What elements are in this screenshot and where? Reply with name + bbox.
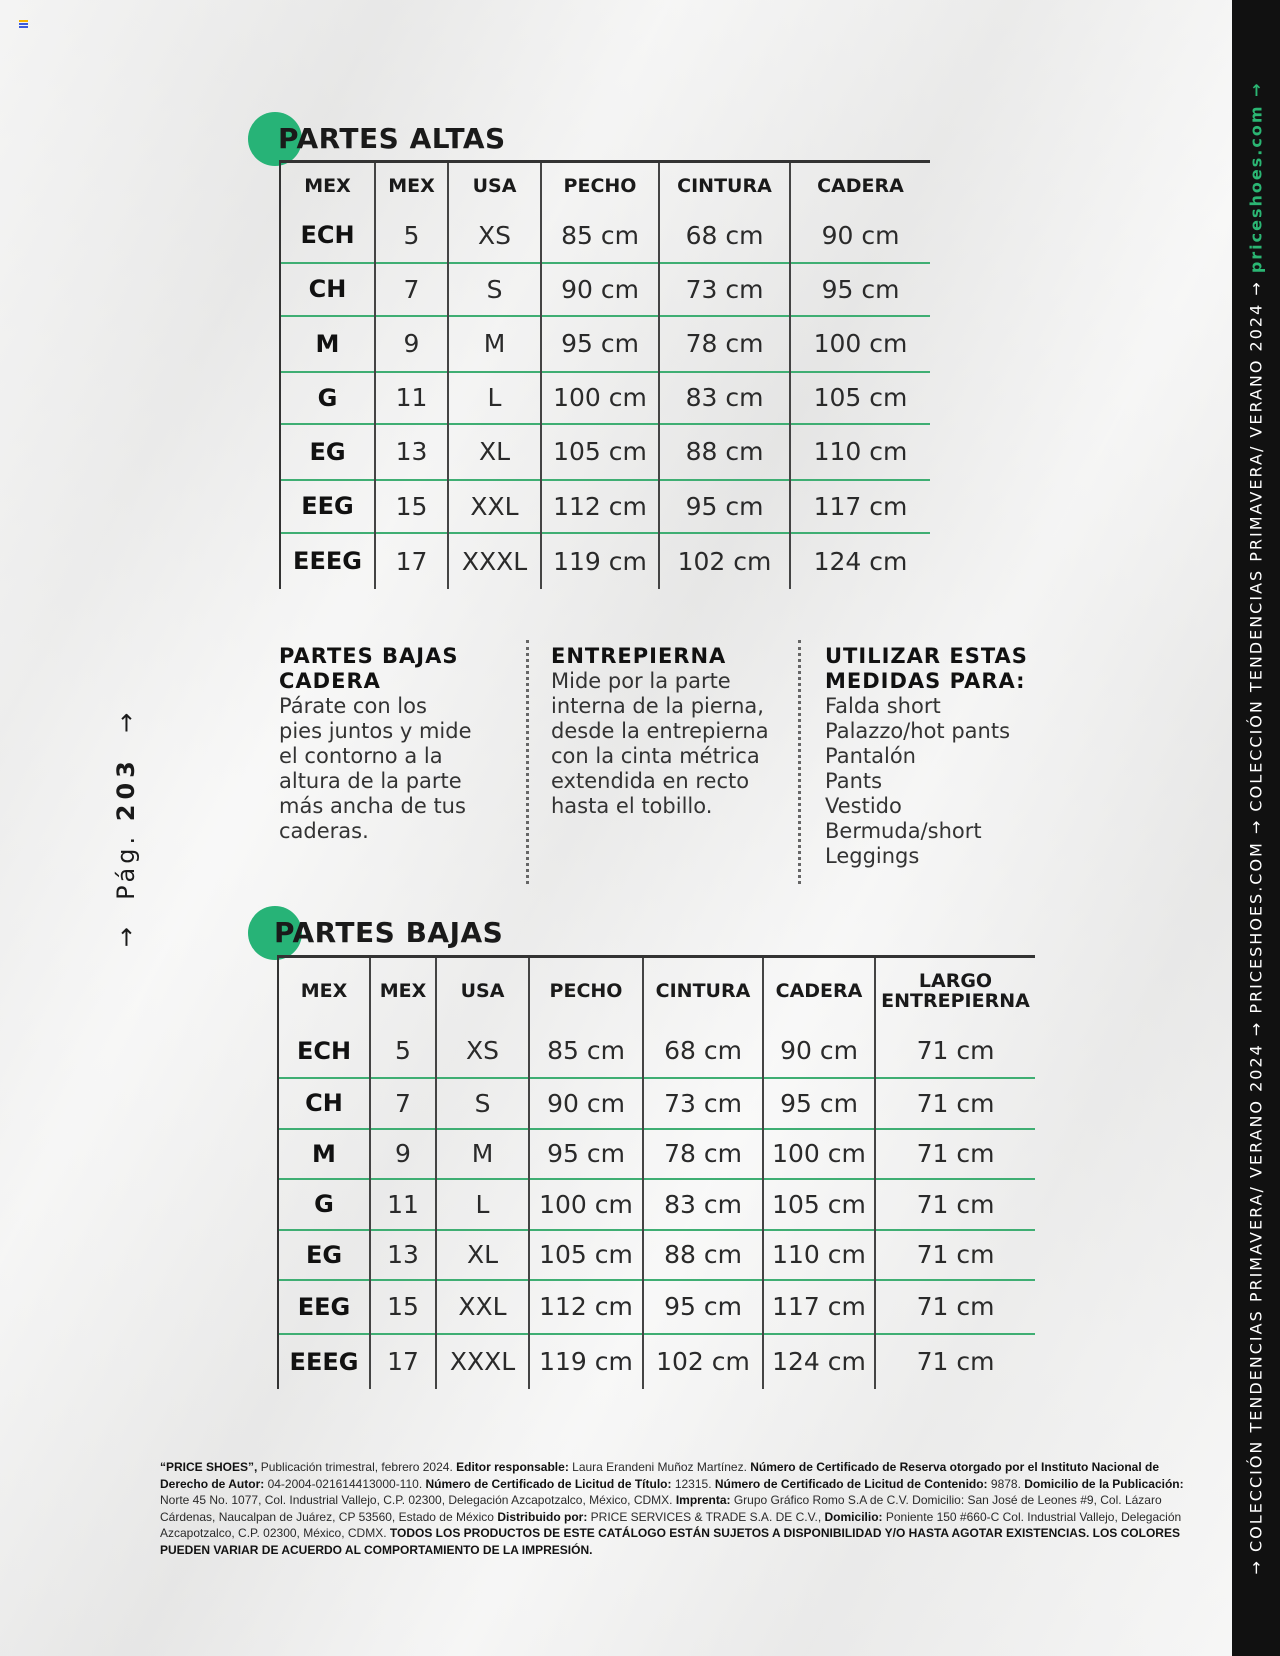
cadera-line: caderas. <box>279 819 369 843</box>
cintura-value: 102 cm <box>643 1334 763 1389</box>
page-number-label <box>112 709 140 947</box>
cadera-info <box>279 644 519 844</box>
utilizar-heading-1: UTILIZAR ESTAS <box>825 644 1028 668</box>
cadera-value: 117 cm <box>790 480 930 533</box>
header-pecho: PECHO <box>529 957 643 1025</box>
cadera-value: 100 cm <box>763 1129 875 1179</box>
entrepierna-line: hasta el tobillo. <box>551 794 713 818</box>
partes-altas-title: PARTES ALTAS <box>248 112 548 152</box>
size-mex: M <box>280 316 375 372</box>
dotted-divider <box>798 640 801 884</box>
size-mex-num: 5 <box>375 209 448 263</box>
page-label-text: Pág. <box>112 832 140 900</box>
size-usa: XXXL <box>436 1334 529 1389</box>
header-usa: USA <box>436 957 529 1025</box>
cintura-value: 88 cm <box>659 424 790 480</box>
list-item: Leggings <box>825 844 920 868</box>
header-mex-2: MEX <box>370 957 436 1025</box>
header-usa: USA <box>448 162 541 209</box>
cintura-value: 95 cm <box>643 1280 763 1334</box>
list-item: Pantalón <box>825 744 916 768</box>
largo-value: 71 cm <box>875 1334 1035 1389</box>
cintura-value: 73 cm <box>643 1078 763 1129</box>
size-mex: EEEG <box>280 533 375 589</box>
size-usa: XXXL <box>448 533 541 589</box>
cadera-value: 95 cm <box>763 1078 875 1129</box>
largo-value: 71 cm <box>875 1025 1035 1078</box>
size-mex-num: 15 <box>375 480 448 533</box>
size-usa: L <box>436 1179 529 1230</box>
header-mex-1: MEX <box>278 957 370 1025</box>
header-cintura: CINTURA <box>643 957 763 1025</box>
cadera-value: 124 cm <box>763 1334 875 1389</box>
size-mex-num: 9 <box>375 316 448 372</box>
table-row <box>278 1280 1035 1334</box>
cintura-value: 68 cm <box>643 1025 763 1078</box>
table-row <box>278 1129 1035 1179</box>
list-item: Falda short <box>825 694 941 718</box>
size-mex-num: 13 <box>375 424 448 480</box>
cintura-value: 68 cm <box>659 209 790 263</box>
cintura-value: 83 cm <box>659 372 790 424</box>
size-usa: XS <box>448 209 541 263</box>
pecho-value: 85 cm <box>541 209 659 263</box>
cintura-value: 102 cm <box>659 533 790 589</box>
entrepierna-line: extendida en recto <box>551 769 750 793</box>
header-cintura: CINTURA <box>659 162 790 209</box>
size-mex-num: 11 <box>370 1179 436 1230</box>
legal-footer: “PRICE SHOES”, Publicación trimestral, febrero 2024. Editor responsable: Laura Erandeni Muñoz Martínez. Número de Certificado de Reserva otorgado por el Instituto Nacional de Derecho de Autor: 04-2004-021614413000-110. Número de Certificado de Licitud de Título: 12315. Número de Certificado de Licitud de Contenido: 9878. Domicilio de la Publicación: Norte 45 No. 1077, Col. Industrial Vallejo, C.P. 02300, Delegación Azcapotzalco, México, CDMX. Imprenta: Grupo Gráfico Romo S.A de C.V. Domicilio: San José de Leones #9, Col. Lázaro Cárdenas, Naucalpan de Juárez, CP 53560, Estado de México Distribuido por: PRICE SERVICES & TRADE S.A. DE C.V., Domicilio: Poniente 150 #660-C Col. Industrial Vallejo, Delegación Azcapotzalco, C.P. 02300, México, CDMX. TODOS LOS PRODUCTOS DE ESTE CATÁLOGO ESTÁN SUJETOS A DISPONIBILIDAD Y/O HASTA AGOTAR EXISTENCIAS. LOS COLORES PUEDEN VARIAR DE ACUERDO AL COMPORTAMIENTO DE LA IMPRESIÓN. <box>160 1460 1184 1557</box>
pecho-value: 95 cm <box>541 316 659 372</box>
cadera-value: 105 cm <box>790 372 930 424</box>
header-pecho: PECHO <box>541 162 659 209</box>
size-mex: ECH <box>278 1025 370 1078</box>
entrepierna-line: interna de la pierna, <box>551 694 764 718</box>
table-row <box>280 263 930 316</box>
cintura-value: 95 cm <box>659 480 790 533</box>
header-cadera: CADERA <box>790 162 930 209</box>
size-mex-num: 17 <box>375 533 448 589</box>
size-mex-num: 5 <box>370 1025 436 1078</box>
header-largo-entrepierna: LARGO ENTREPIERNA <box>875 957 1035 1025</box>
cadera-line: el contorno a la <box>279 744 443 768</box>
pecho-value: 105 cm <box>529 1230 643 1280</box>
partes-bajas-table <box>277 955 1035 1389</box>
largo-value: 71 cm <box>875 1179 1035 1230</box>
list-item: Vestido <box>825 794 902 818</box>
size-mex: EEEG <box>278 1334 370 1389</box>
arrow-right-icon: → <box>112 708 140 733</box>
table-row <box>280 209 930 263</box>
size-usa: XL <box>436 1230 529 1280</box>
header-mex-1: MEX <box>280 162 375 209</box>
size-mex: G <box>278 1179 370 1230</box>
arrow-left-icon: → <box>112 923 140 948</box>
table-row <box>280 372 930 424</box>
table-row <box>280 480 930 533</box>
size-mex-num: 15 <box>370 1280 436 1334</box>
partes-altas-table <box>279 160 930 589</box>
size-mex: ECH <box>280 209 375 263</box>
size-mex-num: 9 <box>370 1129 436 1179</box>
cintura-value: 78 cm <box>659 316 790 372</box>
cadera-heading-2: CADERA <box>279 669 381 693</box>
cintura-value: 73 cm <box>659 263 790 316</box>
table-row <box>278 1179 1035 1230</box>
table-row <box>280 316 930 372</box>
cadera-line: altura de la parte <box>279 769 462 793</box>
side-banner-text: → COLECCIÓN TENDENCIAS PRIMAVERA/ VERANO 2024 → PRICESHOES.COM → COLECCIÓN TENDENCIAS PRIMAVERA/ VERANO 2024 → <box>1246 280 1266 1575</box>
cadera-value: 100 cm <box>790 316 930 372</box>
size-mex: CH <box>278 1078 370 1129</box>
pecho-value: 95 cm <box>529 1129 643 1179</box>
largo-value: 71 cm <box>875 1230 1035 1280</box>
menu-icon[interactable] <box>19 20 28 28</box>
cadera-line: pies juntos y mide <box>279 719 472 743</box>
table-row <box>278 1078 1035 1129</box>
cintura-value: 88 cm <box>643 1230 763 1280</box>
size-mex-num: 7 <box>375 263 448 316</box>
size-mex: CH <box>280 263 375 316</box>
size-usa: XXL <box>448 480 541 533</box>
header-cadera: CADERA <box>763 957 875 1025</box>
size-usa: M <box>448 316 541 372</box>
side-banner <box>1247 82 1266 1575</box>
cadera-value: 110 cm <box>763 1230 875 1280</box>
cadera-value: 90 cm <box>763 1025 875 1078</box>
pecho-value: 85 cm <box>529 1025 643 1078</box>
pecho-value: 105 cm <box>541 424 659 480</box>
largo-value: 71 cm <box>875 1129 1035 1179</box>
pecho-value: 112 cm <box>541 480 659 533</box>
cadera-value: 117 cm <box>763 1280 875 1334</box>
table-row <box>278 1230 1035 1280</box>
size-usa: L <box>448 372 541 424</box>
pecho-value: 119 cm <box>541 533 659 589</box>
cintura-value: 78 cm <box>643 1129 763 1179</box>
cadera-value: 95 cm <box>790 263 930 316</box>
pecho-value: 100 cm <box>529 1179 643 1230</box>
partes-bajas-title: PARTES BAJAS <box>248 906 548 946</box>
size-usa: XS <box>436 1025 529 1078</box>
cadera-value: 105 cm <box>763 1179 875 1230</box>
size-usa: XXL <box>436 1280 529 1334</box>
table-row <box>278 1025 1035 1078</box>
utilizar-list <box>825 694 1065 869</box>
size-mex-num: 7 <box>370 1078 436 1129</box>
entrepierna-line: con la cinta métrica <box>551 744 760 768</box>
table-row <box>280 424 930 480</box>
largo-value: 71 cm <box>875 1280 1035 1334</box>
largo-value: 71 cm <box>875 1078 1035 1129</box>
utilizar-info <box>825 644 1065 869</box>
cintura-value: 83 cm <box>643 1179 763 1230</box>
table-row <box>278 1334 1035 1389</box>
dotted-divider <box>526 640 529 884</box>
cadera-value: 124 cm <box>790 533 930 589</box>
utilizar-heading-2: MEDIDAS PARA: <box>825 669 1026 693</box>
pecho-value: 119 cm <box>529 1334 643 1389</box>
size-usa: S <box>448 263 541 316</box>
pecho-value: 112 cm <box>529 1280 643 1334</box>
size-usa: XL <box>448 424 541 480</box>
list-item: Pants <box>825 769 883 793</box>
entrepierna-heading: ENTREPIERNA <box>551 644 727 668</box>
header-mex-2: MEX <box>375 162 448 209</box>
cadera-value: 90 cm <box>790 209 930 263</box>
size-mex: G <box>280 372 375 424</box>
size-mex: M <box>278 1129 370 1179</box>
size-usa: M <box>436 1129 529 1179</box>
size-mex: EG <box>278 1230 370 1280</box>
table-row <box>280 533 930 589</box>
entrepierna-info <box>551 644 801 819</box>
size-usa: S <box>436 1078 529 1129</box>
size-mex: EG <box>280 424 375 480</box>
entrepierna-line: desde la entrepierna <box>551 719 769 743</box>
list-item: Palazzo/hot pants <box>825 719 1011 743</box>
size-mex-num: 13 <box>370 1230 436 1280</box>
pecho-value: 90 cm <box>529 1078 643 1129</box>
side-banner-url[interactable]: priceshoes.com → <box>1246 81 1266 274</box>
cadera-heading-1: PARTES BAJAS <box>279 644 459 668</box>
list-item: Bermuda/short <box>825 819 982 843</box>
entrepierna-line: Mide por la parte <box>551 669 731 693</box>
cadera-value: 110 cm <box>790 424 930 480</box>
size-mex: EEG <box>280 480 375 533</box>
cadera-line: más ancha de tus <box>279 794 466 818</box>
page-number: 203 <box>112 756 140 822</box>
pecho-value: 100 cm <box>541 372 659 424</box>
size-mex-num: 11 <box>375 372 448 424</box>
cadera-line: Párate con los <box>279 694 427 718</box>
size-mex: EEG <box>278 1280 370 1334</box>
pecho-value: 90 cm <box>541 263 659 316</box>
size-mex-num: 17 <box>370 1334 436 1389</box>
